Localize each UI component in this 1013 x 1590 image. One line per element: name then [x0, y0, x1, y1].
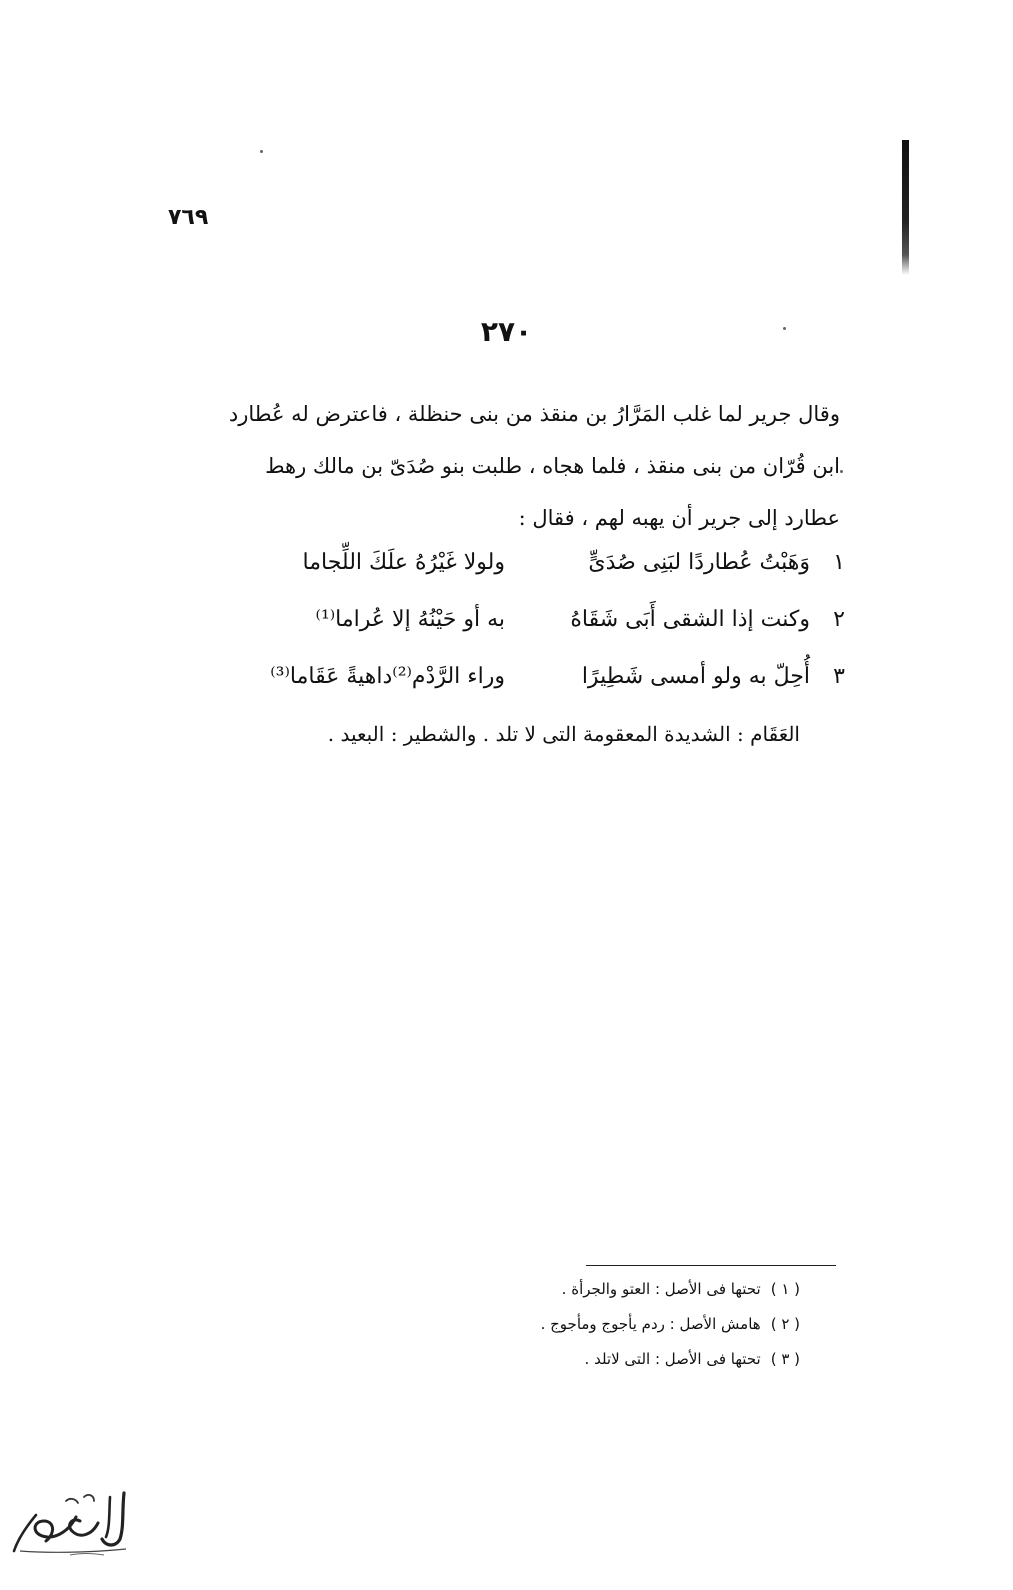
footnote-text: تحتها فى الأصل : العتو والجرأة . [561, 1280, 761, 1298]
footnote-marker: ( ٢ ) [770, 1315, 800, 1333]
scan-speck [840, 470, 843, 473]
poem-verses [190, 540, 850, 711]
footnote-divider [586, 1265, 836, 1266]
verse-first-hemistich: وكنت إذا الشقى أَبَى شَقَاهُ [570, 607, 810, 632]
poem-number: ٢٧٠ [480, 315, 533, 348]
footnote [420, 1276, 800, 1311]
footnote-text: تحتها فى الأصل : التى لاتلد . [584, 1350, 761, 1368]
footnotes [420, 1276, 800, 1381]
gloss-note: العَقَام : الشديدة المعقومة التى لا تلد . والشطير : البعيد . [327, 722, 800, 746]
prose-line: ابن قُرّان من بنى منقذ ، فلما هجاه ، طلبت بنو صُدَىّ بن مالك رهط [265, 454, 840, 478]
prose-line: وقال جرير لما غلب المَرَّارُ بن منقذ من بنى حنظلة ، فاعترض له عُطارد [228, 402, 840, 426]
footnote-marker: ( ٣ ) [770, 1350, 800, 1368]
footnote [420, 1346, 800, 1381]
page-number: ٧٦٩ [168, 205, 209, 230]
intro-paragraph [165, 388, 840, 544]
verse-number: ٣ [833, 664, 845, 689]
calligraphy-watermark-logo [6, 1487, 138, 1559]
footnote-text: هامش الأصل : ردم يأجوج ومأجوج . [540, 1315, 761, 1333]
verse-first-hemistich: أُحِلّ به ولو أمسى شَطِيرًا [581, 664, 810, 689]
verse-second-hemistich: وراء الرَّدْم⁽²⁾داهيةً عَقَاما⁽³⁾ [270, 664, 505, 689]
footnote [420, 1311, 800, 1346]
scan-edge-shadow [902, 140, 909, 275]
scan-speck [260, 150, 263, 153]
verse-number: ١ [833, 550, 845, 575]
verse [190, 654, 850, 711]
footnote-marker: ( ١ ) [770, 1280, 800, 1298]
verse-second-hemistich: به أو حَيْنُهُ إلا عُراما⁽¹⁾ [315, 607, 505, 632]
verse-first-hemistich: وَهَبْتُ عُطاردًا لبَنِى صُدَىٍّ [588, 550, 810, 575]
verse-number: ٢ [833, 607, 845, 632]
verse [190, 597, 850, 654]
verse [190, 540, 850, 597]
verse-second-hemistich: ولولا غَيْرُهُ علَكَ اللِّجاما [302, 550, 505, 575]
prose-line: عطارد إلى جرير أن يهبه لهم ، فقال : [518, 506, 840, 530]
